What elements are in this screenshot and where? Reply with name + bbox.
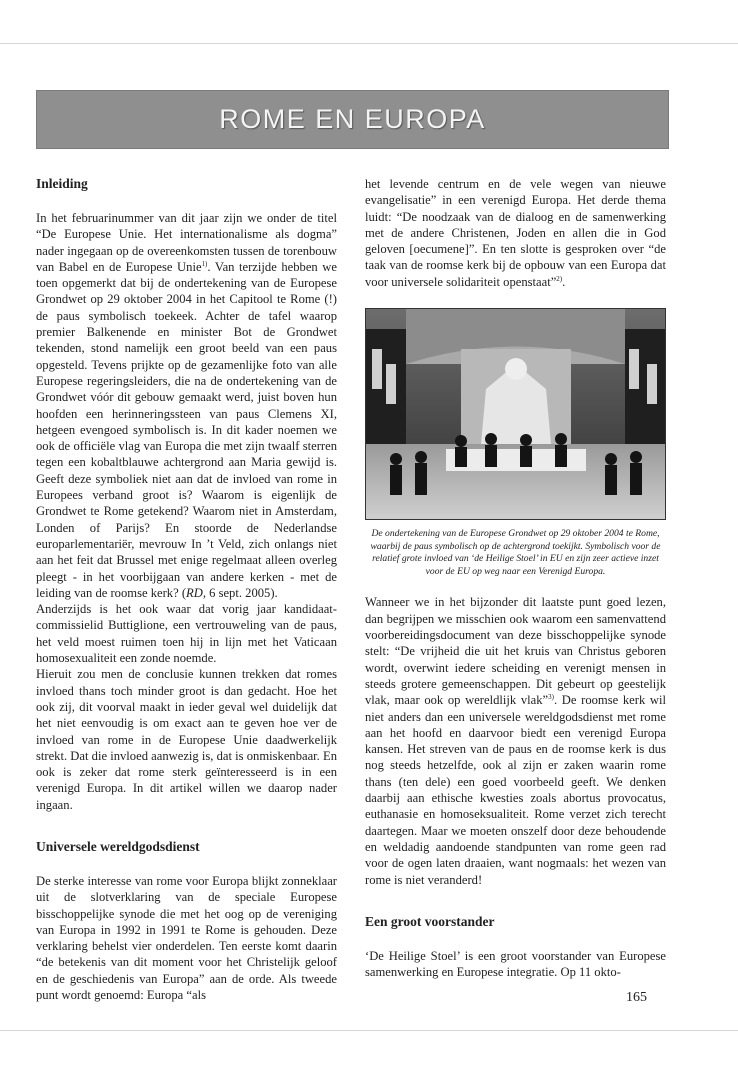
paragraph-buttiglione: Anderzijds is het ook waar dat vorig jaar kandidaat-commissielid Buttiglione, een vertrouweling van de paus, het veld moest ruimen toen hij in lijn met het Vaticaan homosexualiteit een zonde noemde. [36, 602, 337, 666]
bottom-rule [0, 1030, 738, 1031]
photo-caption: De ondertekening van de Europese Grondwet op 29 oktober 2004 te Rome, waarbij de paus symbolisch op de achtergrond toekijkt. Symbolisch voor de relatief grote invloed van ‘de Heilige Stoel’ in EU en zijn zeer actieve inzet voor de EU op weg naar een Verenigd Europa. [370, 528, 661, 577]
article-title: ROME EN EUROPA [219, 104, 486, 134]
signing-ceremony-photo [365, 308, 666, 520]
title-banner [36, 90, 669, 149]
page-number: 165 [626, 990, 647, 1005]
paragraph-conclusion: Hieruit zou men de conclusie kunnen trekken dat romes invloed thans toch minder groot is dan gedacht. Hoe het ook zij, dit voorval maakt in ieder geval wel duidelijk dat het niet eenvoudig is om exact aan te geven hoe ver de invloed van rome in de Europese Unie daadwerkelijk strekt. Dat die invloed aanwezig is, dat is onmiskenbaar. En ook is zeker dat rome sterk geïnteresseerd is in een verenigd Europa. In dit artikel willen we daarop nader ingaan. [36, 667, 337, 812]
paragraph-intro: In het februarinummer van dit jaar zijn we onder de titel “De Europese Unie. Het internationalisme als dogma” nader ingegaan op de overeenkomsten tussen de torenbouw van Babel en de Europese Unie$^{1)}$. Van terzijde hebben we toen opgemerkt dat bij de ondertekening van de Europese Grondwet op 29 oktober 2004 in het Capitool te Rome (!) de paus symbolisch toekeek. Achter de tafel waarop premier Balkenende en minister Bot de Grondwet tekenden, stond namelijk een groot beeld van een paus opgesteld. Tevens prijkte op de gezamenlijke foto van alle Europese regeringsleiders, die na de ondertekening van de Grondwet vóór dit gebouw gemaakt werd, juist boven hun hoofden een herinneringssteen van paus Clemens XI, hetgeen evengoed symbolisch is. In dit kader noemen we ook de officiële vlag van Europa die met zijn twaalf sterren tegen een kobaltblauwe achtergrond aan Maria gewijd is. Geeft deze symboliek niet aan dat de invloed van rome in Europees verband groot is? Waarom is eigenlijk de Grondwet te Rome getekend? Waarom niet in Amsterdam, Londen of Parijs? En stoorde de Nederlandse europarlementariër, mevrouw In ’t Veld, zich onlangs niet aan het feit dat Brussel met enige regelmaat alleen overleg pleegt - in het voorbijgaan van andere kerken - met de leiding van de roomse kerk? (RD, 6 sept. 2005). [36, 211, 337, 600]
paragraph-synode: De sterke interesse van rome voor Europa blijkt zonneklaar uit de slotverklaring van de speciale Europese bisschoppelijke synode die met het oog op de vereniging van Europa in 1992 in 1991 te Rome is gehouden. Deze verklaring behelst vier onderdelen. Ten eerste komt daarin “de betekenis van dit moment voor het Christelijk geloof en de geschiedenis van Europa” aan de orde. Als tweede punt wordt genoemd: Europa “als [36, 873, 337, 1003]
paragraph-synode-document: Wanneer we in het bijzonder dit laatste punt goed lezen, dan begrijpen we misschien ook waarom een samenvattend voorbereidingsdocument van deze bisschoppelijke synode stelt: “De vrijheid die uit het kruis van Christus geboren wordt, overwint iedere scheiding en verenigt mensen in steeds grotere gemeenschappen. Dit gebeurt op geestelijk vlak, maar ook op wereldlijk vlak”$^{3)}$. De roomse kerk wil niet anders dan een universele wereldgodsdienst met rome aan het hoofd en daarvoor biedt een verenigd Europa kansen. Het streven van de paus en de roomse kerk is dus nog steeds hetzelfde, ook al zijn er zaken waarin rome thans (ten dele) een goed voorbeeld geeft. We denken daarbij aan ethische kwesties zoals abortus provocatus, euthanasie en homoseksualiteit. Rome verzet zich terecht daartegen. Maar we moeten onszelf door deze behoudende en weldadig aandoende standpunten van rome geen rad voor de ogen laten draaien, want nogmaals: het wezen van rome is niet veranderd! [365, 595, 666, 887]
right-column [365, 176, 666, 980]
left-column [36, 176, 337, 1003]
heading-een-groot-voorstander: Een groot voorstander [365, 913, 495, 929]
heading-inleiding: Inleiding [36, 176, 88, 191]
footnote-ref-2: 2) [556, 274, 563, 283]
heading-universele-wereldgodsdienst: Universele wereldgodsdienst [36, 838, 200, 854]
footnote-ref-3: 3) [548, 693, 554, 702]
paragraph-continuation: het levende centrum en de vele wegen van nieuwe evangelisatie” in een verenigd Europa. Het derde thema luidt: “De noodzaak van de dialoog en de samenwerking met de andere Christenen, Joden en allen die in God geloven [oecumene]”. En ten slotte is gesproken over “de taak van de roomse kerk bij de opbouw van een Europa dat voor universele solidariteit openstaat”$^{2)}$. [365, 177, 666, 289]
footnote-ref-1: 1) [201, 259, 208, 268]
paragraph-heilige-stoel: ‘De Heilige Stoel’ is een groot voorstander van Europese samenwerking en Europese integratie. Op 11 okto- [365, 948, 666, 980]
top-rule [0, 43, 738, 44]
